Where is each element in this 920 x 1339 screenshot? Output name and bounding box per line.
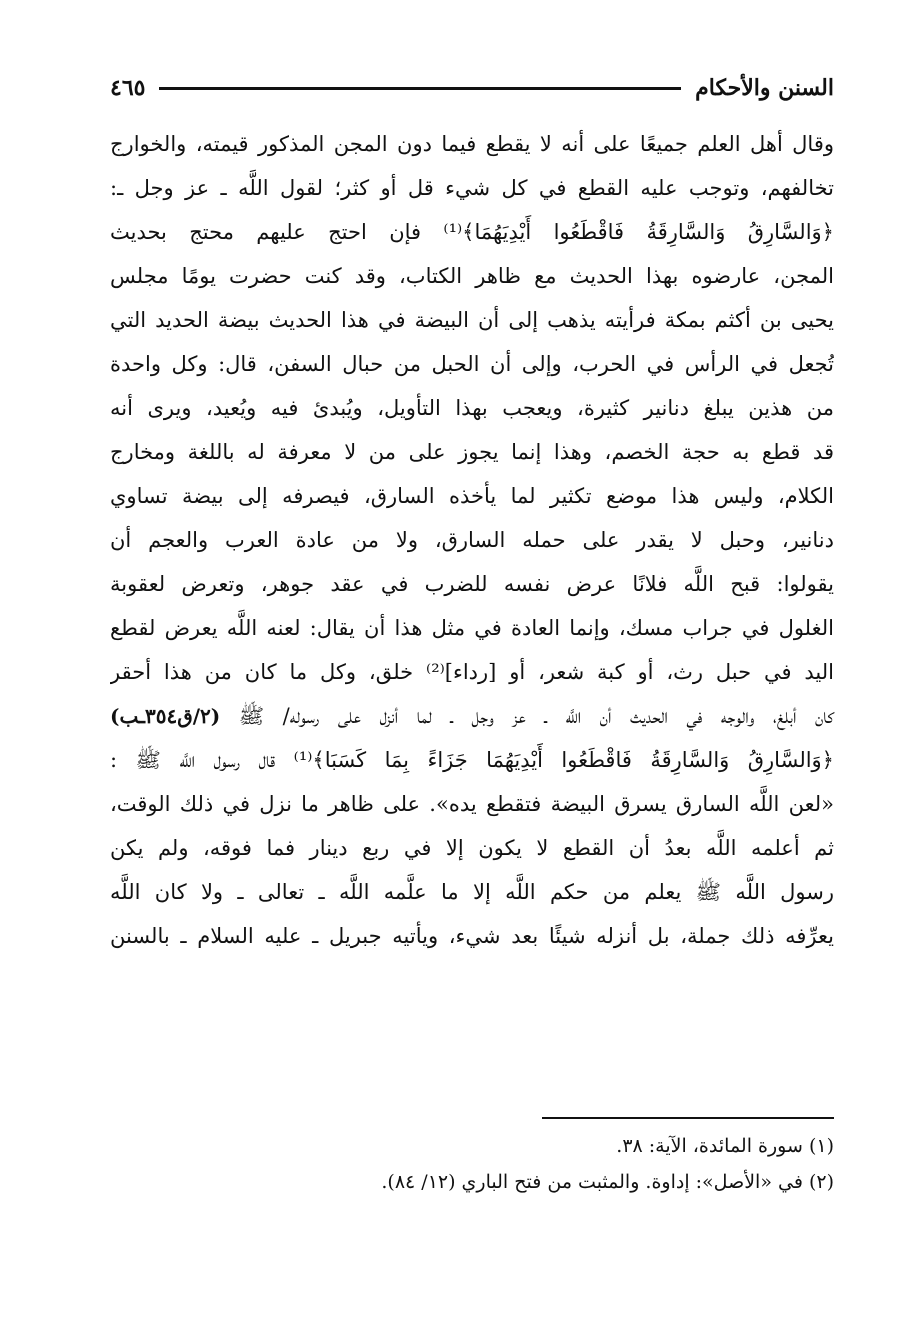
body-text xyxy=(110,122,834,958)
text-line: دنانير، وحبل لا يقدر على حمله السارق، ولا من عادة العرب والعجم أن xyxy=(110,528,834,552)
text-line: يعرِّفه ذلك جملة، بل أنزله شيئًا بعد شيء، ويأتيه جبريل ـ عليه السلام ـ بالسنن xyxy=(110,924,834,948)
footnote: (١) سورة المائدة، الآية: ٣٨. xyxy=(616,1135,834,1157)
text-line: كان أبلغ، والوجه في الحديث أن اللَّه ـ عز وجل ـ لما أنزل على رسوله/ ﷺ xyxy=(238,704,834,728)
header-title: السنن والأحكام xyxy=(695,75,834,101)
text-line: الغلول في جراب مسك، وإنما العادة في مثل هذا أن يقال: لعنه اللَّه يعرض لقطع xyxy=(110,616,834,640)
page-number: ٤٦٥ xyxy=(110,75,146,101)
running-header xyxy=(110,70,834,106)
margin-manuscript-reference: (٢/ق٣٥٤ـب) xyxy=(110,704,221,728)
text-line: وقال أهل العلم جميعًا على أنه لا يقطع فيما دون المجن المذكور قيمته، والخوارج xyxy=(110,132,834,156)
text-line: اليد في حبل رث، أو كبة شعر، أو [رداء]⁽²⁾ خلق، وكل ما كان من هذا أحقر xyxy=(110,660,834,684)
text-line-with-margin-note xyxy=(110,694,834,738)
text-line: تخالفهم، وتوجب عليه القطع في كل شيء قل أو كثر؛ لقول اللَّه ـ عز وجل ـ: xyxy=(110,176,834,200)
footnote: (٢) في «الأصل»: إداوة. والمثبت من فتح الباري (١٢/ ٨٤). xyxy=(381,1171,834,1193)
footnotes xyxy=(110,1128,834,1200)
text-line: الكلام، وليس هذا موضع تكثير لما يأخذه السارق، فيصرفه إلى بيضة تساوي xyxy=(110,484,834,508)
text-line: يحيى بن أكثم بمكة فرأيته يذهب إلى أن البيضة في هذا الحديث بيضة الحديد التي xyxy=(110,308,834,332)
text-line: «لعن اللَّه السارق يسرق البيضة فتقطع يده». على ظاهر ما نزل في ذلك الوقت، xyxy=(110,792,834,816)
text-line: تُجعل في الرأس في الحرب، وإلى أن الحبل من حبال السفن، قال: وكل واحدة xyxy=(110,352,834,376)
text-line: من هذين يبلغ دنانير كثيرة، ويعجب بهذا التأويل، ويُبدئ فيه ويُعيد، ويرى أنه xyxy=(110,396,834,420)
text-line: قد قطع به حجة الخصم، وهذا إنما يجوز على من لا معرفة له باللغة ومخارج xyxy=(110,440,834,464)
text-line: ﴿وَالسَّارِقُ وَالسَّارِقَةُ فَاقْطَعُوا أَيْدِيَهُمَا﴾⁽¹⁾ فإن احتج عليهم محتج بحديث xyxy=(110,220,834,244)
text-line: رسول اللَّه ﷺ يعلم من حكم اللَّه إلا ما علَّمه اللَّه ـ تعالى ـ ولا كان اللَّه xyxy=(110,880,834,904)
text-line: ﴿وَالسَّارِقُ وَالسَّارِقَةُ فَاقْطَعُوا أَيْدِيَهُمَا جَزَاءً بِمَا كَسَبَا﴾⁽¹⁾ قال رسول اللَّه ﷺ : xyxy=(110,748,834,772)
footnote-separator xyxy=(542,1117,834,1119)
header-rule xyxy=(159,87,681,90)
text-line: يقولوا: قبح اللَّه فلانًا عرض نفسه للضرب في عقد جوهر، وتعرض لعقوبة xyxy=(110,572,834,596)
text-line: المجن، عارضوه بهذا الحديث مع ظاهر الكتاب، وقد كنت حضرت يومًا مجلس xyxy=(110,264,834,288)
text-line: ثم أعلمه اللَّه بعدُ أن القطع لا يكون إلا في ربع دينار فما فوقه، ولم يكن xyxy=(110,836,834,860)
